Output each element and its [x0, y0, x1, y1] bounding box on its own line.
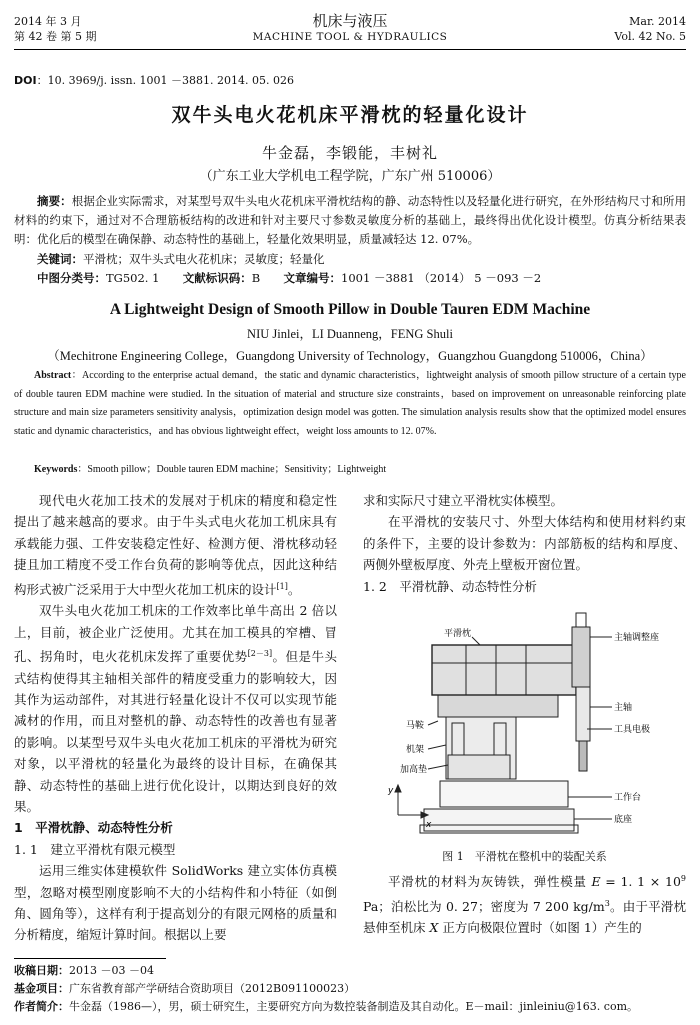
doi-value: ：10. 3969/j. issn. 1001 －3881. 2014. 05. 026	[36, 74, 295, 87]
keywords-cn-label: 关键词：	[37, 252, 83, 266]
raise-pad-shape	[448, 755, 510, 779]
paragraph-text: 。但是牛头式结构使得其主轴相关部件的精度受重力的影响较大，因其作为运动部件，对其进行轻量化设计不仅可以实现节能减材的作用，而且对整机的静、动态特性的改善也有显著的影响。以某型号双牛头电火花加工机床的平滑枕为研究对象，以平滑枕的轻量化为最终的设计目标，在确保其静、动态特性的基础上进行优化设计，以期达到良好的效果。	[14, 649, 337, 814]
tool-electrode-shape	[579, 741, 587, 771]
left-column	[14, 490, 337, 946]
keywords-en-label: Keywords	[34, 464, 78, 475]
paper-title-cn: 双牛头电火花机床平滑枕的轻量化设计	[171, 104, 529, 126]
abstract-cn-text: 根据企业实际需求，对某型号双牛头电火花机床平滑枕结构的静、动态特性以及轻量化进行研究，在外形结构尺寸和所用材料的约束下，通过对不合理筋板结构的改进和针对主要尺寸参数灵敏度分析的基础上，最终得出优化设计模型。仿真分析结果表明：优化后的模型在确保静、动态特性的基础上，轻量化效果明显，质量减轻达 12. 07%。	[14, 194, 687, 246]
body-paragraph	[14, 490, 337, 600]
keywords-cn-text: 平滑枕；双牛头式电火花机床；灵敏度；轻量化	[83, 252, 325, 266]
fund-label: 基金项目：	[14, 982, 69, 995]
symbol-e: E	[591, 874, 601, 890]
authors-cn: 牛金磊，李锻能，丰树礼	[261, 144, 438, 162]
figure-caption: 图 1 平滑枕在整机中的装配关系	[442, 850, 607, 863]
bio-line	[14, 998, 686, 1016]
label-smooth-pillow: 平滑枕	[444, 629, 472, 639]
saddle-shape	[438, 695, 558, 717]
label-raise-pad: 加高垫	[400, 765, 428, 775]
paragraph-text: 平滑枕的材料为灰铸铁，弹性模量	[388, 874, 592, 890]
header-center	[0, 12, 700, 44]
footnote-rule	[14, 958, 166, 959]
clc-label: 中图分类号：	[37, 271, 106, 285]
right-column-top	[363, 490, 686, 597]
label-axis-x: x	[426, 820, 432, 830]
abstract-en	[14, 367, 686, 441]
affiliation-cn: （广东工业大学机电工程学院，广东广州 510006）	[199, 169, 501, 184]
doi-line	[14, 72, 294, 88]
keywords-en-text: ：Smooth pillow；Double tauren EDM machine；Sensitivity；Lightweight	[77, 464, 387, 475]
received-line	[14, 962, 686, 980]
label-base: 底座	[614, 815, 633, 825]
label-frame: 机架	[406, 745, 425, 755]
header-rule	[14, 49, 686, 50]
doi-label: DOI	[14, 74, 37, 87]
abstract-cn-label: 摘要：	[37, 194, 72, 208]
doccode-label: 文献标识码：	[182, 271, 252, 285]
section-heading: 1 平滑枕静、动态特性分析	[14, 820, 173, 836]
abstract-en-label: Abstract	[34, 370, 72, 381]
received-date: 2013 －03 －04	[69, 964, 154, 977]
issue-date: 2014 年 3 月	[14, 15, 82, 28]
label-worktable: 工作台	[614, 793, 642, 803]
fund-text: 广东省教育部产学研结合资助项目（2012B091100023）	[69, 982, 356, 995]
body-paragraph: 在平滑枕的安装尺寸、外型大体结构和使用材料约束的条件下，主要的设计参数为：内部筋板的结构和厚度、两侧外壁板厚度、外壳上壁板开窗位置。	[363, 514, 686, 573]
article-no-value: 1001 －3881 （2014） 5 －093 －2	[341, 271, 542, 285]
article-no-label: 文章编号：	[283, 271, 342, 285]
paragraph-text: 。由于平滑枕悬伸至机床	[363, 898, 686, 936]
exponent: 3	[604, 898, 610, 908]
body-paragraph: 运用三维实体建模软件 SolidWorks 建立实体仿真模型，忽略对模型刚度影响不大的小结构件和小特征（如倒角、圆角等），这样有利于提高划分的有限元网格的质量和分析精度，缩短计算时间。根据以上要	[14, 863, 337, 943]
keywords-cn	[14, 250, 686, 269]
issue-date-en: Mar. 2014	[629, 15, 686, 28]
paragraph-text: = 1. 1 × 10	[600, 874, 681, 890]
assembly-figure	[376, 603, 676, 846]
label-tool-electrode: 工具电极	[614, 725, 651, 735]
smooth-pillow-shape	[432, 645, 576, 695]
doccode-value: B	[251, 271, 261, 285]
footnotes	[14, 962, 686, 1016]
paragraph-text: 。	[287, 581, 301, 597]
affiliation-en: （Mechitrone Engineering College，Guangdong University of Technology，Guangzhou Guangdong 510006，China）	[47, 349, 653, 363]
authors-en: NIU Jinlei，LI Duanneng，FENG Shuli	[247, 327, 453, 341]
journal-name-en: MACHINE TOOL & HYDRAULICS	[252, 31, 448, 43]
paragraph-text: 双牛头电火花加工机床的工作效率比单牛高出 2 倍以上，目前，被企业广泛使用。尤其在加工模具的窄槽、冒孔、拐角时，电火花机床发挥了重要优势	[14, 603, 337, 665]
paragraph-text: 现代电火花加工技术的发展对于机床的精度和稳定性提出了越来越高的要求。由于牛头式电火花加工机床具有承载能力强、工件安装稳定性好、检测方便、滑枕移动轻捷且加工精度不受工作台负荷的影响等优点，因此这种结构形式被广泛采用于大中型火花加工机床的设计	[14, 493, 337, 597]
clc-value: TG502. 1	[106, 271, 160, 285]
abstract-en-text: ：According to the enterprise actual demand，the static and dynamic characteristics，lightweight analysis of smooth pillow structure of a certain type of double tauren EDM machine were studied. In the situation of material and structure size constraints，based on improvement on unreasonable reinforcing plate structure and main size parameters sensitivity analysis，optimization design model was gotten. The simulation analysis results show that the optimized model ensures static and dynamic characteristics，and has obvious lightweight effect，weight loss amounts to 12. 07%.	[14, 370, 686, 437]
label-spindle: 主轴	[614, 703, 633, 713]
base-shape	[424, 809, 574, 831]
classification-line	[14, 269, 686, 288]
label-spindle-adjust: 主轴调整座	[614, 633, 660, 643]
header-right	[614, 14, 686, 44]
bio-label: 作者简介：	[14, 1000, 69, 1013]
paragraph-text: Pa；泊松比为 0. 27；密度为 7 200 kg/m	[363, 898, 605, 914]
volume-issue-en: Vol. 42 No. 5	[614, 30, 686, 43]
body-paragraph	[14, 600, 337, 817]
symbol-x: X	[429, 920, 439, 936]
label-saddle: 马鞍	[406, 721, 425, 731]
body-paragraph	[363, 868, 686, 939]
spindle-shape	[576, 687, 590, 741]
exponent: 9	[680, 874, 686, 883]
received-label: 收稿日期：	[14, 964, 69, 977]
right-column-bottom	[363, 868, 686, 939]
label-axis-y: y	[388, 786, 394, 796]
spindle-adjust-shape	[572, 627, 590, 687]
abstract-cn	[14, 192, 686, 249]
fund-line	[14, 980, 686, 998]
paper-title-en: A Lightweight Design of Smooth Pillow in Double Tauren EDM Machine	[109, 301, 591, 318]
body-paragraph: 求和实际尺寸建立平滑枕实体模型。	[363, 493, 564, 508]
bio-text: 牛金磊（1986—），男，硕士研究生，主要研究方向为数控装备制造及其自动化。E－mail：jinleiniu@163. com。	[69, 1000, 638, 1013]
paragraph-text: 正方向极限位置时（如图 1）产生的	[438, 920, 642, 936]
journal-name-cn: 机床与液压	[312, 12, 388, 30]
keywords-en	[14, 461, 686, 480]
subsection-heading: 1. 2 平滑枕静、动态特性分析	[363, 578, 537, 594]
volume-issue: 第 42 卷 第 5 期	[14, 30, 97, 43]
citation: [1]	[276, 581, 288, 591]
worktable-shape	[440, 781, 568, 807]
subsection-heading: 1. 1 建立平滑枕有限元模型	[14, 841, 176, 857]
citation: [2－3]	[247, 649, 273, 658]
